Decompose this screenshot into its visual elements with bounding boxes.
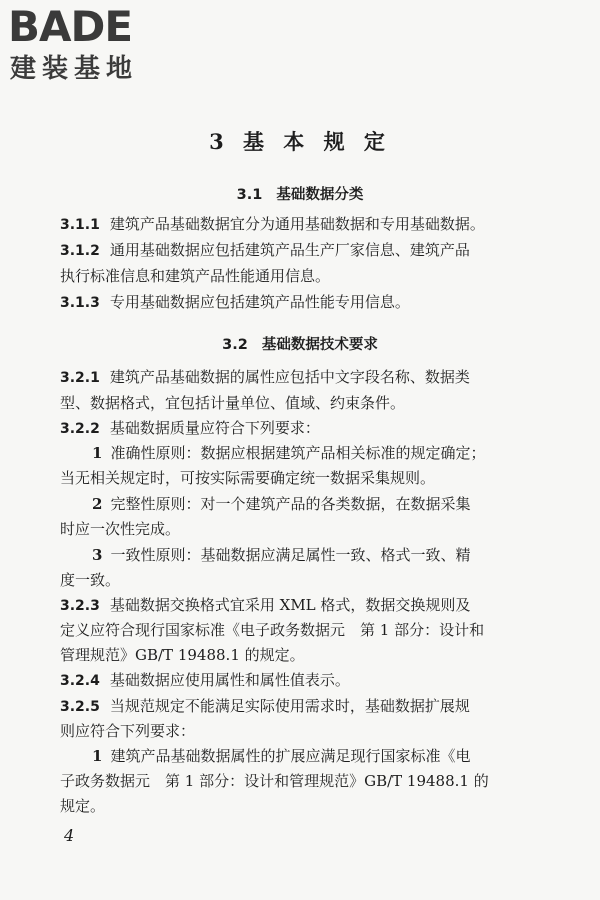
item-text-line: 子政务数据元 第 1 部分：设计和管理规范》GB/T 19488.1 的: [60, 772, 489, 790]
clause-3-2-4: [60, 670, 560, 691]
item-number: 1: [92, 444, 103, 462]
section-title: 基础数据分类: [276, 187, 364, 203]
item-text: 完整性原则：对一个建筑产品的各类数据，在数据采集: [110, 495, 471, 513]
logo-brand: BADE: [8, 2, 133, 51]
clause-text: 专用基础数据应包括建筑产品性能专用信息。: [109, 293, 410, 311]
page-number: 4: [64, 826, 75, 845]
clause-text: 基础数据应使用属性和属性值表示。: [109, 671, 350, 689]
section-heading-3-1: [0, 183, 600, 204]
clause-3-2-1: [60, 367, 560, 388]
list-item-1: [92, 443, 592, 463]
item-text-line: 当无相关规定时，可按实际需要确定统一数据采集规则。: [60, 469, 436, 487]
clause-3-1-2: [60, 240, 560, 261]
clause-number: 3.1.3: [60, 295, 100, 311]
clause-3-1-3: [60, 292, 560, 313]
clause-3-1-1: [60, 214, 560, 235]
clause-text-line: 管理规范》GB/T 19488.1 的规定。: [60, 646, 305, 664]
section-number: 3.2: [222, 337, 248, 353]
clause-number: 3.1.2: [60, 243, 100, 259]
list-item-3: [92, 545, 592, 565]
clause-number: 3.1.1: [60, 217, 100, 233]
clause-text-line: 型、数据格式，宜包括计量单位、值域、约束条件。: [60, 394, 406, 412]
list-item-1: [92, 746, 592, 766]
list-item-2: [92, 494, 592, 514]
item-number: 2: [92, 495, 103, 513]
item-text-line: 度一致。: [60, 571, 121, 589]
clause-number: 3.2.4: [60, 673, 100, 689]
item-text-line: 时应一次性完成。: [60, 520, 181, 538]
item-number: 1: [92, 747, 103, 765]
clause-text: 基础数据质量应符合下列要求：: [109, 419, 320, 437]
item-text: 一致性原则：基础数据应满足属性一致、格式一致、精: [110, 546, 471, 564]
item-text: 准确性原则：数据应根据建筑产品相关标准的规定确定；: [110, 444, 486, 462]
section-number: 3.1: [236, 187, 263, 203]
item-number: 3: [92, 546, 103, 564]
clause-number: 3.2.5: [60, 699, 100, 715]
logo-subtitle: 建装基地: [10, 54, 139, 84]
clause-text: 通用基础数据应包括建筑产品生产厂家信息、建筑产品: [109, 241, 470, 259]
item-text: 建筑产品基础数据属性的扩展应满足现行国家标准《电: [110, 747, 471, 765]
clause-text-line: 执行标准信息和建筑产品性能通用信息。: [60, 267, 331, 285]
clause-text-line: 则应符合下列要求：: [60, 722, 196, 740]
clause-number: 3.2.2: [60, 421, 100, 437]
section-title: 基础数据技术要求: [261, 337, 378, 353]
clause-text: 建筑产品基础数据宜分为通用基础数据和专用基础数据。: [109, 215, 485, 233]
clause-3-2-2: [60, 418, 560, 439]
clause-3-2-5: [60, 696, 560, 717]
clause-text: 建筑产品基础数据的属性应包括中文字段名称、数据类: [109, 368, 470, 386]
clause-number: 3.2.3: [60, 598, 100, 614]
clause-number: 3.2.1: [60, 370, 100, 386]
chapter-title: 3 基 本 规 定: [209, 129, 391, 154]
section-heading-3-2: [0, 333, 600, 354]
clause-text: 当规范规定不能满足实际使用需求时，基础数据扩展规: [109, 697, 470, 715]
clause-text-line: 定义应符合现行国家标准《电子政务数据元 第 1 部分：设计和: [60, 621, 485, 639]
clause-3-2-3: [60, 595, 560, 616]
clause-text: 基础数据交换格式宜采用 XML 格式，数据交换规则及: [109, 596, 471, 614]
item-text-line: 规定。: [60, 797, 106, 815]
